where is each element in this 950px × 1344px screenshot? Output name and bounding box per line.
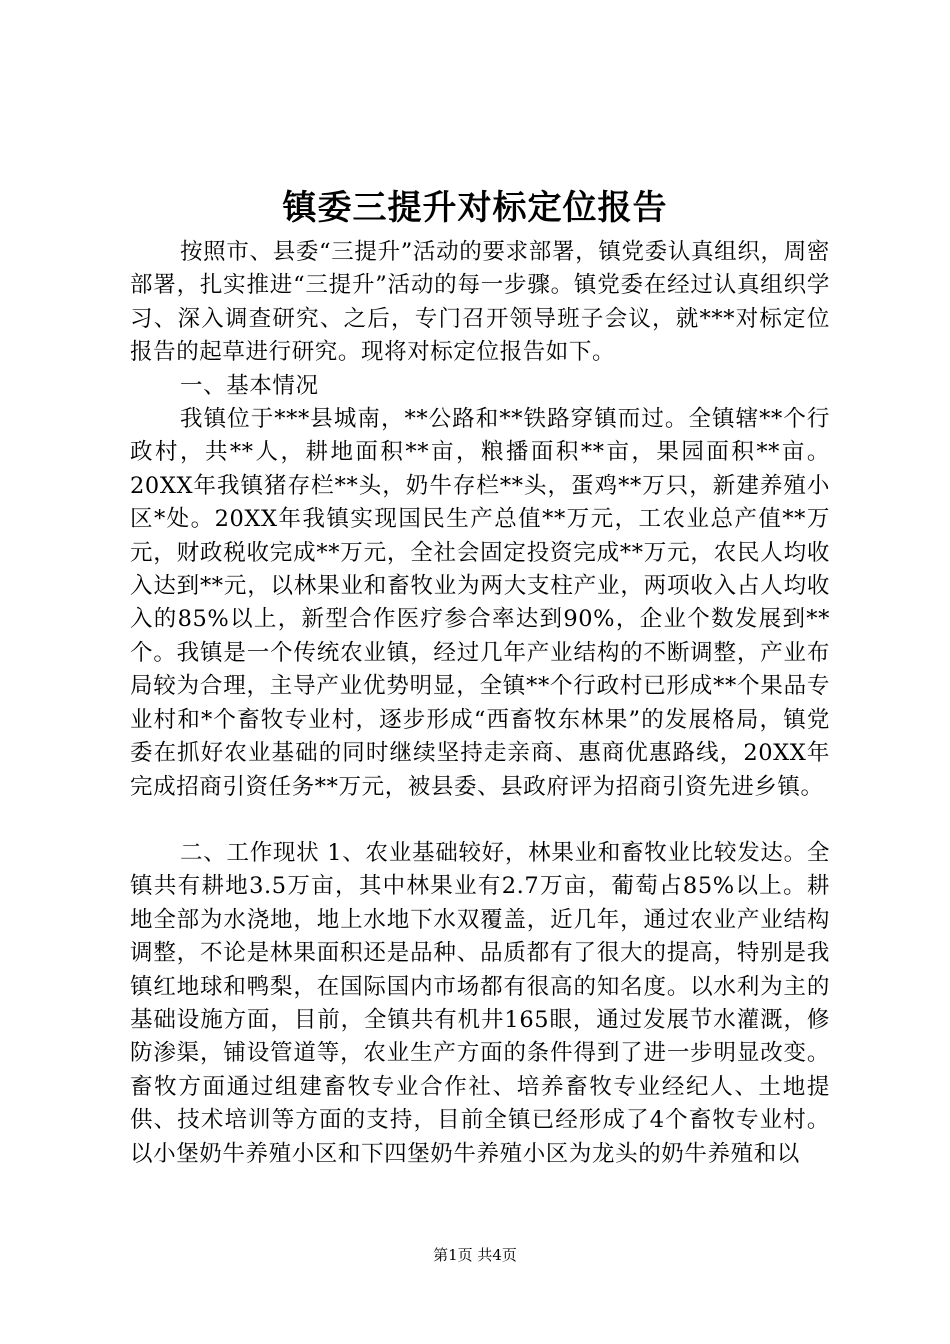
document-body (130, 236, 830, 1171)
page-number-footer: 第1页 共4页 (433, 1246, 517, 1264)
basic-situation-paragraph: 我镇位于***县城南，**公路和**铁路穿镇而过。全镇辖**个行政村，共**人，耕地面积**亩，粮播面积**亩，果园面积**亩。20XX年我镇猪存栏**头，奶牛存栏**头，蛋鸡**万只，新建养殖小区*处。20XX年我镇实现国民生产总值**万元，工农业总产值**万元，财政税收完成**万元，全社会固定投资完成**万元，农民人均收入达到**元，以林果业和畜牧业为两大支柱产业，两项收入占人均收入的85%以上，新型合作医疗参合率达到90%，企业个数发展到**个。我镇是一个传统农业镇，经过几年产业结构的不断调整，产业布局较为合理，主导产业优势明显，全镇**个行政村已形成**个果品专业村和*个畜牧专业村，逐步形成“西畜牧东林果”的发展格局，镇党委在抓好农业基础的同时继续坚持走亲商、惠商优惠路线，20XX年完成招商引资任务**万元，被县委、县政府评为招商引资先进乡镇。 (130, 406, 830, 800)
section-heading-basic-situation: 一、基本情况 (180, 372, 319, 399)
document-title: 镇委三提升对标定位报告 (282, 188, 668, 228)
paragraph-spacer (130, 804, 830, 837)
work-status-paragraph: 二、工作现状 1、农业基础较好，林果业和畜牧业比较发达。全镇共有耕地3.5万亩，其中林果业有2.7万亩，葡萄占85%以上。耕地全部为水浇地，地上水地下水双覆盖，近几年，通过农业产业结构调整，不论是林果面积还是品种、品质都有了很大的提高，特别是我镇红地球和鸭梨，在国际国内市场都有很高的知名度。以水利为主的基础设施方面，目前，全镇共有机井165眼，通过发展节水灌溉，修防渗渠，铺设管道等，农业生产方面的条件得到了进一步明显改变。畜牧方面通过组建畜牧专业合作社、培养畜牧专业经纪人、土地提供、技术培训等方面的支持，目前全镇已经形成了4个畜牧专业村。以小堡奶牛养殖小区和下四堡奶牛养殖小区为龙头的奶牛养殖和以 (130, 839, 830, 1167)
intro-paragraph: 按照市、县委“三提升”活动的要求部署，镇党委认真组织，周密部署，扎实推进“三提升”活动的每一步骤。镇党委在经过认真组织学习、深入调查研究、之后，专门召开领导班子会议，就***对标定位报告的起草进行研究。现将对标定位报告如下。 (130, 239, 830, 366)
